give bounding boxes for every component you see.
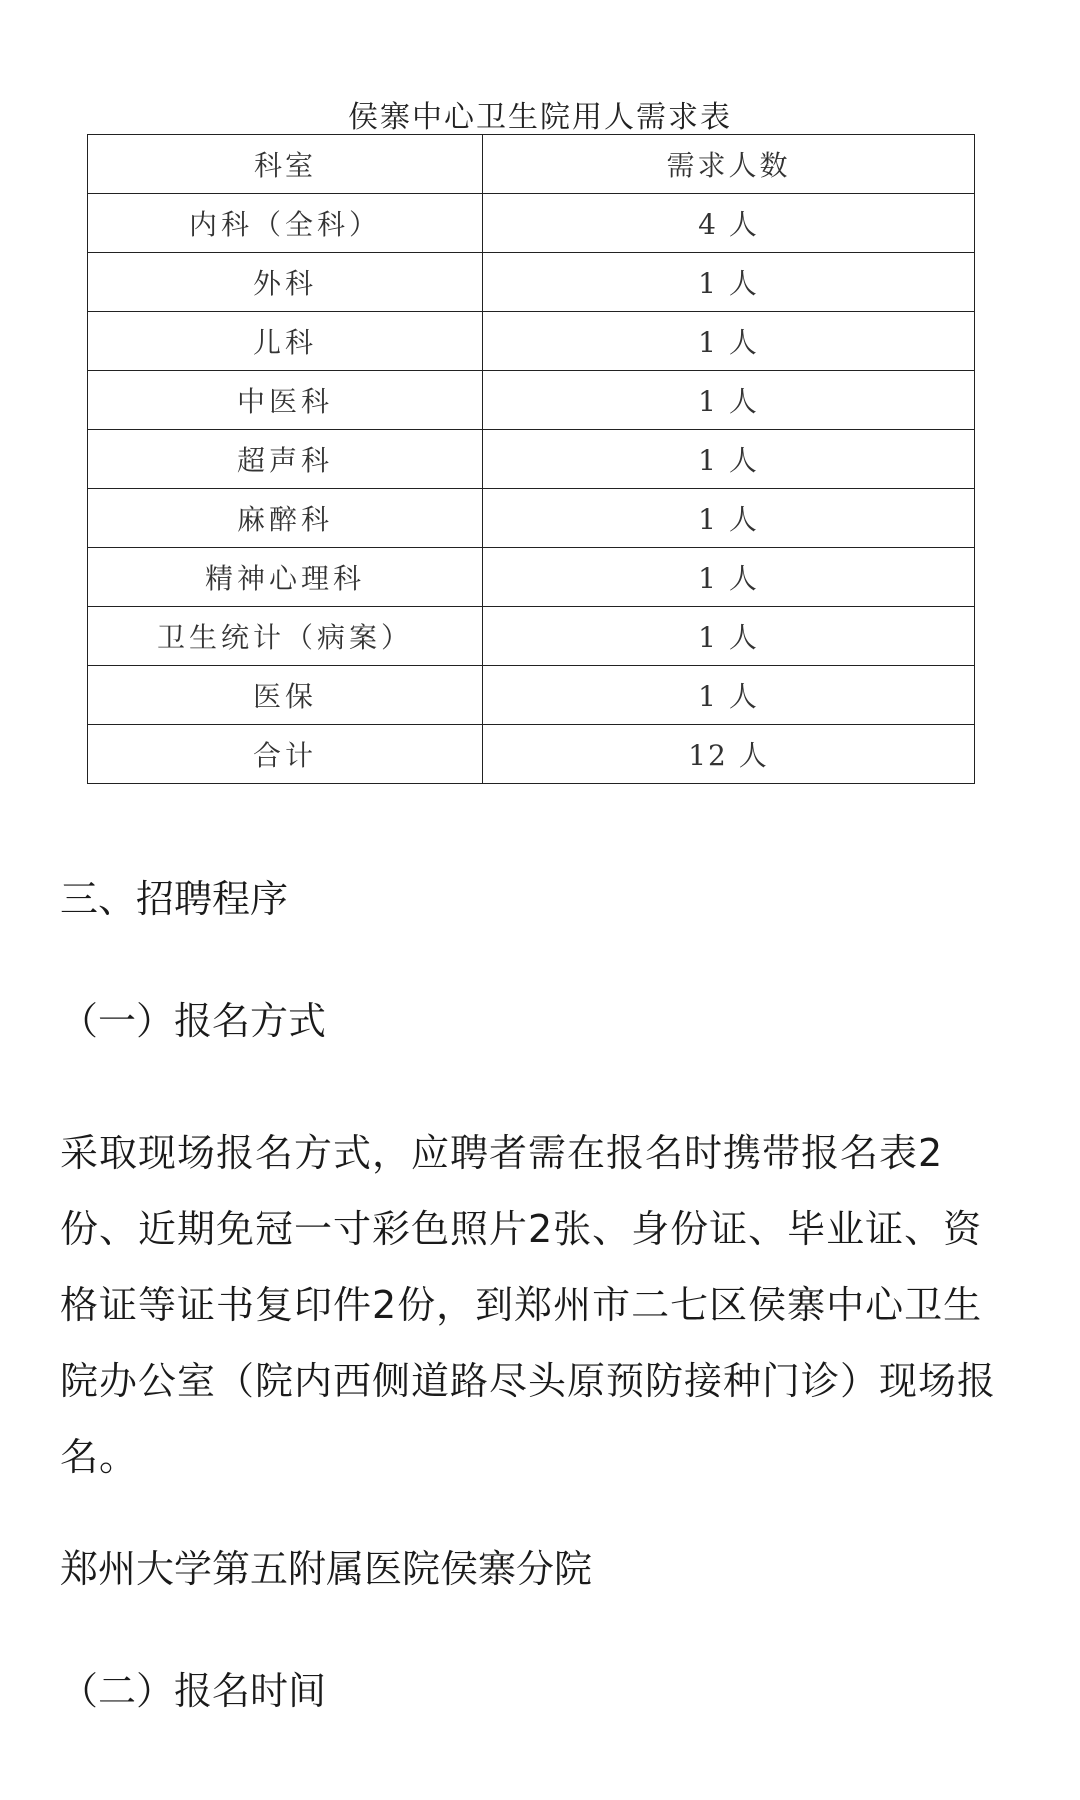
table-row [88, 194, 975, 253]
dept-cell: 卫生统计（病案） [88, 607, 483, 666]
count-cell: 1 人 [483, 430, 975, 489]
total-label-cell: 合计 [88, 725, 483, 784]
subsection-title-registration-method: （一）报名方式 [60, 999, 327, 1043]
dept-cell: 内科（全科） [88, 194, 483, 253]
count-cell: 4 人 [483, 194, 975, 253]
table-caption: 侯寨中心卫生院用人需求表 [348, 100, 732, 135]
count-cell: 1 人 [483, 548, 975, 607]
staffing-demand-table [87, 134, 975, 784]
table-row [88, 253, 975, 312]
subsection-title-registration-time: （二）报名时间 [60, 1669, 327, 1713]
section-title: 三、招聘程序 [60, 877, 289, 921]
table-header-row [88, 135, 975, 194]
table-row [88, 489, 975, 548]
dept-cell: 外科 [88, 253, 483, 312]
dept-cell: 儿科 [88, 312, 483, 371]
dept-cell: 精神心理科 [88, 548, 483, 607]
count-cell: 1 人 [483, 312, 975, 371]
header-dept: 科室 [88, 135, 483, 194]
count-cell: 1 人 [483, 607, 975, 666]
table-row [88, 430, 975, 489]
dept-cell: 麻醉科 [88, 489, 483, 548]
hospital-name: 郑州大学第五附属医院侯寨分院 [60, 1547, 593, 1591]
total-count-cell: 12 人 [483, 725, 975, 784]
dept-cell: 超声科 [88, 430, 483, 489]
registration-method-paragraph: 采取现场报名方式，应聘者需在报名时携带报名表2份、近期免冠一寸彩色照片2张、身份证、毕业证、资格证等证书复印件2份，到郑州市二七区侯寨中心卫生院办公室（院内西侧道路尽头原预防接种门诊）现场报名。 [60, 1131, 997, 1479]
dept-cell: 医保 [88, 666, 483, 725]
count-cell: 1 人 [483, 666, 975, 725]
header-count: 需求人数 [483, 135, 975, 194]
table-row [88, 371, 975, 430]
count-cell: 1 人 [483, 489, 975, 548]
table-total-row [88, 725, 975, 784]
count-cell: 1 人 [483, 253, 975, 312]
table-row [88, 312, 975, 371]
table-row [88, 548, 975, 607]
count-cell: 1 人 [483, 371, 975, 430]
table-row [88, 666, 975, 725]
dept-cell: 中医科 [88, 371, 483, 430]
table-row [88, 607, 975, 666]
